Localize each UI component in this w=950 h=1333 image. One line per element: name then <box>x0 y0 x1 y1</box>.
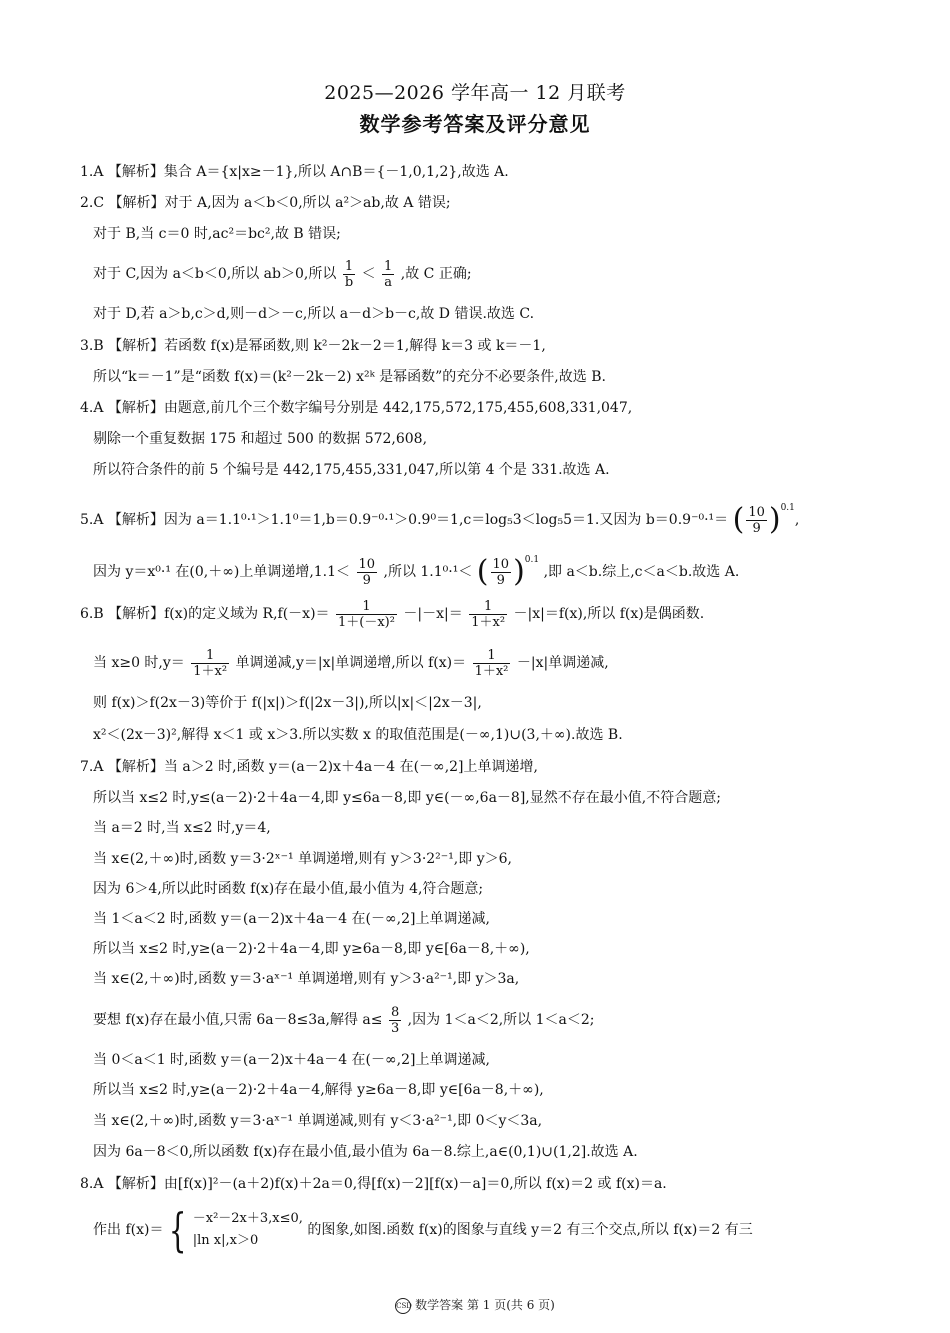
answer-line-q7-k: 所以当 x≤2 时,y≥(a－2)·2＋4a－4,解得 y≥6a－8,即 y∈[6a－8,＋∞), <box>93 1082 544 1098</box>
fraction-numerator: 1 <box>473 648 511 664</box>
text-segment: 5.A 【解析】因为 a＝1.1⁰·¹＞1.1⁰＝1,b＝0.9⁻⁰·¹＞0.9⁰＝1,c＝log₅3＜log₅5＝1.又因为 b＝0.9⁻⁰·¹＝ <box>80 512 729 528</box>
fraction-denominator: 1＋x² <box>193 663 228 679</box>
text-segment: ＜ <box>361 266 376 282</box>
fraction-1-over-1-plus-x-sq <box>473 648 511 679</box>
fraction-denominator: 9 <box>752 520 761 536</box>
fraction-numerator: 1 <box>384 258 393 274</box>
text-segment: －|－x|＝ <box>403 606 463 622</box>
answer-line-q3-b: 所以“k＝－1”是“函数 f(x)＝(k²－2k－2) x²ᵏ 是幂函数”的充分不必要条件,故选 B. <box>93 369 606 385</box>
fraction-numerator: 1 <box>191 648 229 664</box>
answer-line-q7-m: 因为 6a－8＜0,所以函数 f(x)存在最小值,最小值为 6a－8.综上,a∈(0,1)∪(1,2].故选 A. <box>93 1144 638 1160</box>
piecewise-cases <box>193 1208 303 1252</box>
text-segment: －|x|单调递减, <box>516 655 609 671</box>
answer-line-q1: 1.A 【解析】集合 A＝{x|x≥－1},所以 A∩B＝{－1,0,1,2},故选 A. <box>80 164 509 180</box>
answer-line-q4-c: 所以符合条件的前 5 个编号是 442,175,455,331,047,所以第 4 个是 331.故选 A. <box>93 462 610 478</box>
fraction-10-over-9 <box>357 557 378 588</box>
text-segment: 作出 f(x)＝ <box>93 1222 164 1238</box>
answer-line-q7-e: 因为 6＞4,所以此时函数 f(x)存在最小值,最小值为 4,符合题意; <box>93 881 484 897</box>
fraction-denominator: b <box>344 274 354 290</box>
fraction-10-over-9 <box>491 557 512 588</box>
exponent: 0.1 <box>780 503 795 513</box>
answer-line-q2-d: 对于 D,若 a＞b,c＞d,则－d＞－c,所以 a－d＞b－c,故 D 错误.故选 C. <box>93 306 535 322</box>
answer-line-q7-d: 当 x∈(2,＋∞)时,函数 y＝3·2ˣ⁻¹ 单调递增,则有 y＞3·2²⁻¹,即 y＞6, <box>93 851 512 867</box>
fraction-denominator: 9 <box>496 572 505 588</box>
answer-line-q2: 2.C 【解析】对于 A,因为 a＜b＜0,所以 a²＞ab,故 A 错误; <box>80 195 451 211</box>
text-segment: 单调递减,y＝|x|单调递增,所以 f(x)＝ <box>235 655 467 671</box>
fraction-1-over-a <box>382 259 394 290</box>
fraction-1-over-1-plus-x-sq <box>469 599 507 630</box>
text-segment: 对于 C,因为 a＜b＜0,所以 ab＞0,所以 <box>93 266 337 282</box>
text-segment: 因为 y＝x⁰·¹ 在(0,＋∞)上单调递增,1.1＜ <box>93 564 351 580</box>
fraction-1-over-1-plus-x-sq <box>191 648 229 679</box>
answer-line-q7-g: 所以当 x≤2 时,y≥(a－2)·2＋4a－4,即 y≥6a－8,即 y∈[6a－8,＋∞), <box>93 941 530 957</box>
answer-line-q7-j: 当 0＜a＜1 时,函数 y＝(a－2)x＋4a－4 在(－∞,2]上单调递减, <box>93 1052 490 1068</box>
fraction-denominator: a <box>384 274 393 290</box>
answer-line-q8-b <box>93 1204 753 1256</box>
answer-line-q3: 3.B 【解析】若函数 f(x)是幂函数,则 k²－2k－2＝1,解得 k＝3 或 k＝－1, <box>80 338 546 354</box>
left-paren: ( <box>732 502 745 537</box>
fraction-1-over-1-plus-neg-x-sq <box>336 599 397 630</box>
answer-line-q4-b: 剔除一个重复数据 175 和超过 500 的数据 572,608, <box>93 431 428 447</box>
fraction-numerator: 1 <box>469 599 507 615</box>
right-paren: ) <box>768 502 781 537</box>
text-segment: ,因为 1＜a＜2,所以 1＜a＜2; <box>407 1012 595 1028</box>
answer-line-q8: 8.A 【解析】由[f(x)]²－(a＋2)f(x)＋2a＝0,得[f(x)－2][f(x)－a]＝0,所以 f(x)＝2 或 f(x)＝a. <box>80 1176 667 1192</box>
answer-line-q7-f: 当 1＜a＜2 时,函数 y＝(a－2)x＋4a－4 在(－∞,2]上单调递减, <box>93 911 490 927</box>
text-segment: 要想 f(x)存在最小值,只需 6a－8≤3a,解得 a≤ <box>93 1012 383 1028</box>
fraction-8-over-3 <box>389 1005 401 1036</box>
fraction-denominator: 3 <box>390 1020 400 1036</box>
answer-line-q2-b: 对于 B,当 c＝0 时,ac²＝bc²,故 B 错误; <box>93 226 341 242</box>
text-segment: 的图象,如图.函数 f(x)的图象与直线 y＝2 有三个交点,所以 f(x)＝2 有三 <box>307 1222 753 1238</box>
right-paren: ) <box>513 554 525 589</box>
text-segment: ,所以 1.1⁰·¹＜ <box>383 564 473 580</box>
answer-line-q7-l: 当 x∈(2,＋∞)时,函数 y＝3·aˣ⁻¹ 单调递减,则有 y＜3·a²⁻¹,即 0＜y＜3a, <box>93 1113 543 1129</box>
fraction-numerator: 10 <box>492 556 510 572</box>
fraction-10-over-9 <box>746 505 767 536</box>
fraction-numerator: 1 <box>336 599 397 615</box>
answer-line-q7-c: 当 a＝2 时,当 x≤2 时,y＝4, <box>93 820 271 836</box>
fraction-numerator: 10 <box>748 504 765 520</box>
fraction-denominator: 1＋x² <box>474 663 509 679</box>
answer-line-q5: 5.A 【解析】因为 a＝1.1⁰·¹＞1.1⁰＝1,b＝0.9⁻⁰·¹＞0.9⁰＝1,c＝log₅3＜log₅5＝1.又因为 b＝0.9⁻⁰·¹＝ ( $\frac{10}{9}$ )$^{0.1}$, <box>80 502 800 537</box>
text-segment: ,故 C 正确; <box>400 266 472 282</box>
text-segment: 当 x≥0 时,y＝ <box>93 655 185 671</box>
answer-line-q7-i <box>93 1000 595 1040</box>
publisher-logo: CSD <box>395 1298 411 1314</box>
fraction-1-over-b <box>343 259 355 290</box>
answer-line-q2-c <box>93 254 472 294</box>
exam-title: 2025—2026 学年高一 12 月联考 <box>324 82 626 104</box>
fraction-denominator: 9 <box>362 572 371 588</box>
page-footer <box>0 1296 950 1314</box>
answer-line-q5-b <box>93 540 739 592</box>
case-2: |ln x|,x＞0 <box>192 1233 259 1248</box>
answer-line-q6-b <box>93 643 609 683</box>
answer-line-q7-h: 当 x∈(2,＋∞)时,函数 y＝3·aˣ⁻¹ 单调递增,则有 y＞3·a²⁻¹,即 y＞3a, <box>93 971 520 987</box>
answer-line-q7: 7.A 【解析】当 a＞2 时,函数 y＝(a－2)x＋4a－4 在(－∞,2]上单调递增, <box>80 759 538 775</box>
answer-line-q6 <box>80 594 704 634</box>
text-segment: －|x|＝f(x),所以 f(x)是偶函数. <box>513 606 705 622</box>
answer-key-title: 数学参考答案及评分意见 <box>359 112 591 136</box>
answer-line-q6-d: x²＜(2x－3)²,解得 x＜1 或 x＞3.所以实数 x 的取值范围是(－∞,1)∪(3,＋∞).故选 B. <box>93 727 623 743</box>
text-segment: 6.B 【解析】f(x)的定义域为 R,f(－x)＝ <box>80 606 330 622</box>
fraction-numerator: 1 <box>343 259 355 275</box>
answer-line-q7-b: 所以当 x≤2 时,y≤(a－2)·2＋4a－4,即 y≤6a－8,即 y∈(－∞,6a－8],显然不存在最小值,不符合题意; <box>93 790 721 806</box>
left-brace: { <box>169 1203 187 1257</box>
fraction-numerator: 10 <box>358 556 376 572</box>
fraction-numerator: 8 <box>390 1004 400 1020</box>
answer-line-q4: 4.A 【解析】由题意,前几个三个数字编号分别是 442,175,572,175,455,608,331,047, <box>80 400 633 416</box>
exponent: 0.1 <box>524 555 540 565</box>
fraction-denominator: 1＋x² <box>471 614 506 630</box>
fraction-denominator: 1＋(－x)² <box>338 614 395 630</box>
text-segment: ,即 a＜b.综上,c＜a＜b.故选 A. <box>543 564 740 580</box>
case-1: －x²－2x＋3,x≤0, <box>192 1211 303 1226</box>
page-number: 数学答案 第 1 页(共 6 页) <box>415 1298 555 1312</box>
answer-line-q6-c: 则 f(x)＞f(2x－3)等价于 f(|x|)＞f(|2x－3|),所以|x|＜|2x－3|, <box>93 695 482 711</box>
left-paren: ( <box>476 554 489 589</box>
